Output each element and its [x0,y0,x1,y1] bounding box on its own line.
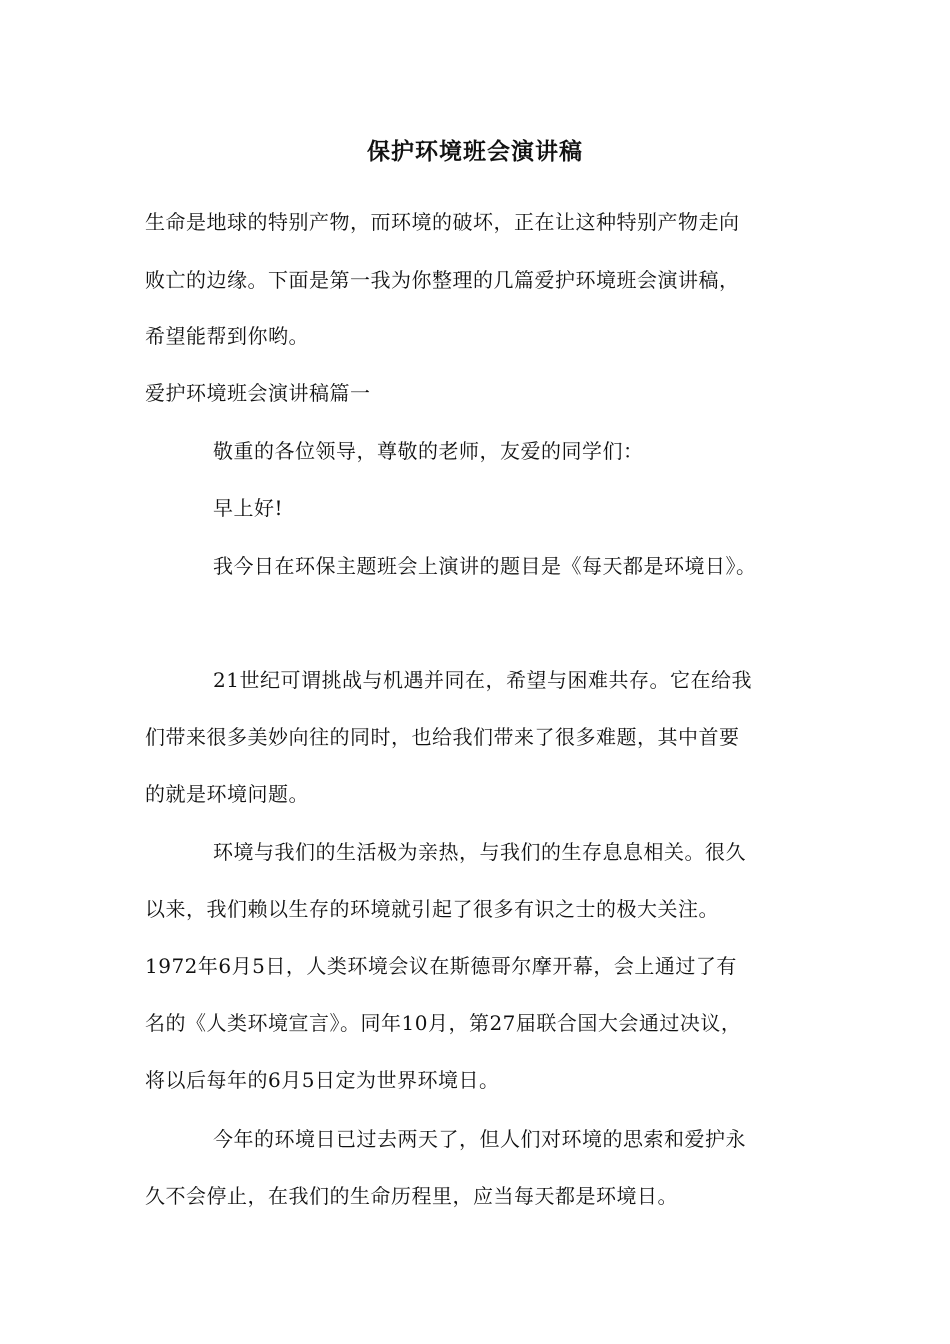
section-heading: 爱护环境班会演讲稿篇一 [145,381,371,405]
text-line: 1972年6月5日，人类环境会议在斯德哥尔摩开幕，会上通过了有 [145,954,737,978]
text-line: 希望能帮到你哟。 [145,324,309,348]
text-line: 环境与我们的生活极为亲热，与我们的生存息息相关。很久 [213,840,746,864]
text-line: 今年的环境日已过去两天了，但人们对环境的思索和爱护永 [213,1127,746,1151]
document-title: 保护环境班会演讲稿 [367,138,583,165]
text-line: 生命是地球的特别产物，而环境的破坏，正在让这种特别产物走向 [145,210,740,234]
text-line: 敬重的各位领导，尊敬的老师，友爱的同学们： [213,439,644,463]
text-line: 名的《人类环境宣言》。同年10月，第27届联合国大会通过决议， [145,1011,742,1035]
text-line: 以来，我们赖以生存的环境就引起了很多有识之士的极大关注。 [145,897,719,921]
text-line: 败亡的边缘。下面是第一我为你整理的几篇爱护环境班会演讲稿， [145,268,740,292]
text-line: 将以后每年的6月5日定为世界环境日。 [145,1068,500,1092]
text-line: 久不会停止，在我们的生命历程里，应当每天都是环境日。 [145,1184,678,1208]
text-line: 我今日在环保主题班会上演讲的题目是《每天都是环境日》。 [213,554,757,578]
text-line: 21世纪可谓挑战与机遇并同在，希望与困难共存。它在给我 [213,668,752,692]
text-line: 们带来很多美妙向往的同时，也给我们带来了很多难题，其中首要 [145,725,740,749]
text-line: 的就是环境问题。 [145,782,309,806]
text-line: 早上好! [213,496,284,520]
